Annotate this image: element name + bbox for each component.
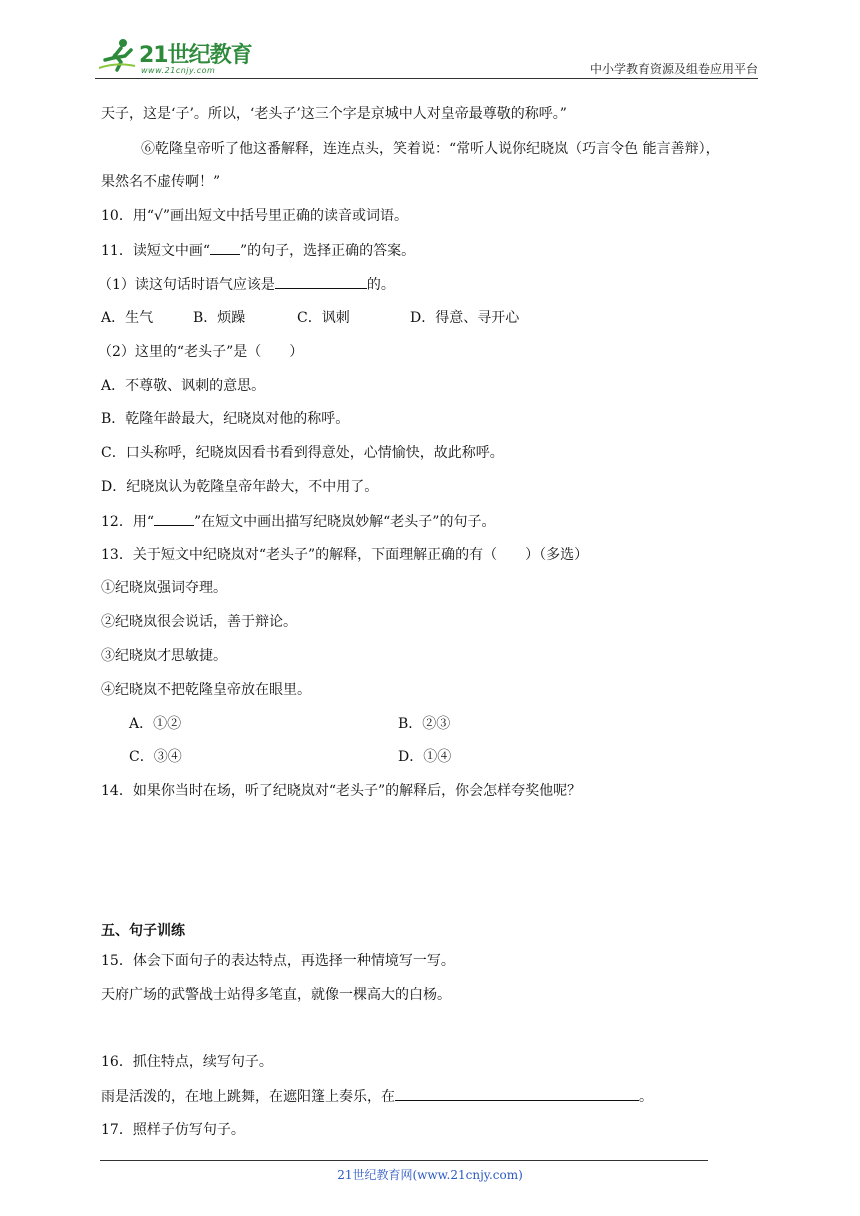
sentence-end: 。 [639,1089,653,1105]
question-17: 17．照样子仿写句子。 [101,1122,245,1138]
statement-item: ②纪晓岚很会说话，善于辩论。 [101,614,297,630]
footer-divider [100,1160,708,1161]
question-11 [101,240,415,261]
continuation-sentence [101,1086,653,1107]
option-d[interactable]: D．纪晓岚认为乾隆皇帝年龄大，不中用了。 [101,479,379,495]
option-d[interactable]: D．①④ [398,749,452,765]
option-b[interactable]: B．②③ [398,716,451,732]
question-12 [101,511,495,532]
statement-item: ①纪晓岚强词夺理。 [101,580,227,596]
underline-mark [154,511,194,526]
platform-name: 中小学教育资源及组卷应用平台 [589,62,758,76]
answer-blank[interactable] [275,274,367,289]
question-11-stem: 11．读短文中画“ [101,243,210,259]
question-14: 14．如果你当时在场，听了纪晓岚对“老头子”的解释后，你会怎样夸奖他呢？ [101,783,582,799]
option-c[interactable]: C．讽刺 [297,310,350,326]
question-11-part-1 [98,274,395,295]
passage-line: 果然名不虚传啊！” [101,174,221,190]
statement-item: ④纪晓岚不把乾隆皇帝放在眼里。 [101,682,311,698]
passage-paragraph-6: ⑥乾隆皇帝听了他这番解释，连连点头，笑着说：“常听人说你纪晓岚（巧言令色 能言善辩）， [141,141,720,157]
runner-logo-icon [97,38,137,72]
question-12-stem-end: ”在短文中画出描写纪晓岚妙解“老头子”的句子。 [193,514,496,530]
option-c[interactable]: C．③④ [129,749,182,765]
part-1-text: （1）读这句话时语气应该是 [98,277,275,293]
example-sentence: 天府广场的武警战士站得多笔直，就像一棵高大的白杨。 [101,987,451,1003]
option-a[interactable]: A．生气 [101,310,154,326]
question-12-stem: 12．用“ [101,514,154,530]
page-header [95,30,758,80]
site-logo [95,36,265,76]
option-c[interactable]: C．口头称呼，纪晓岚因看书看到得意处，心情愉快，故此称呼。 [101,445,504,461]
footer-link[interactable]: 21世纪教育网(www.21cnjy.com) [337,1168,523,1182]
header-divider [95,78,758,79]
section-heading: 五、句子训练 [101,923,185,939]
question-11-stem-end: ”的句子，选择正确的答案。 [239,243,416,259]
option-d[interactable]: D．得意、寻开心 [410,310,520,326]
option-a[interactable]: A．不尊敬、讽刺的意思。 [101,378,266,394]
logo-url: www.21cnjy.com [141,66,216,75]
option-b[interactable]: B．乾隆年龄最大，纪晓岚对他的称呼。 [101,411,350,427]
question-11-part-2: （2）这里的“老头子”是（ ） [98,344,304,360]
sentence-text: 雨是活泼的，在地上跳舞，在遮阳篷上奏乐，在 [101,1089,395,1105]
logo-text: 21世纪教育 [139,43,252,68]
passage-line: 天子，这是‘子’。所以，‘老头子’这三个字是京城中人对皇帝最尊敬的称呼。” [101,106,567,122]
underline-mark [210,240,240,255]
option-a[interactable]: A．①② [129,716,182,732]
part-1-text-end: 的。 [366,277,395,293]
answer-blank[interactable] [395,1086,639,1101]
question-15: 15．体会下面句子的表达特点，再选择一种情境写一写。 [101,953,455,969]
statement-item: ③纪晓岚才思敏捷。 [101,648,227,664]
question-13: 13．关于短文中纪晓岚对“老头子”的解释，下面理解正确的有（ ）（多选） [101,547,589,563]
question-16: 16．抓住特点，续写句子。 [101,1054,273,1070]
option-b[interactable]: B．烦躁 [193,310,246,326]
question-10: 10．用“√”画出短文中括号里正确的读音或词语。 [101,208,409,224]
